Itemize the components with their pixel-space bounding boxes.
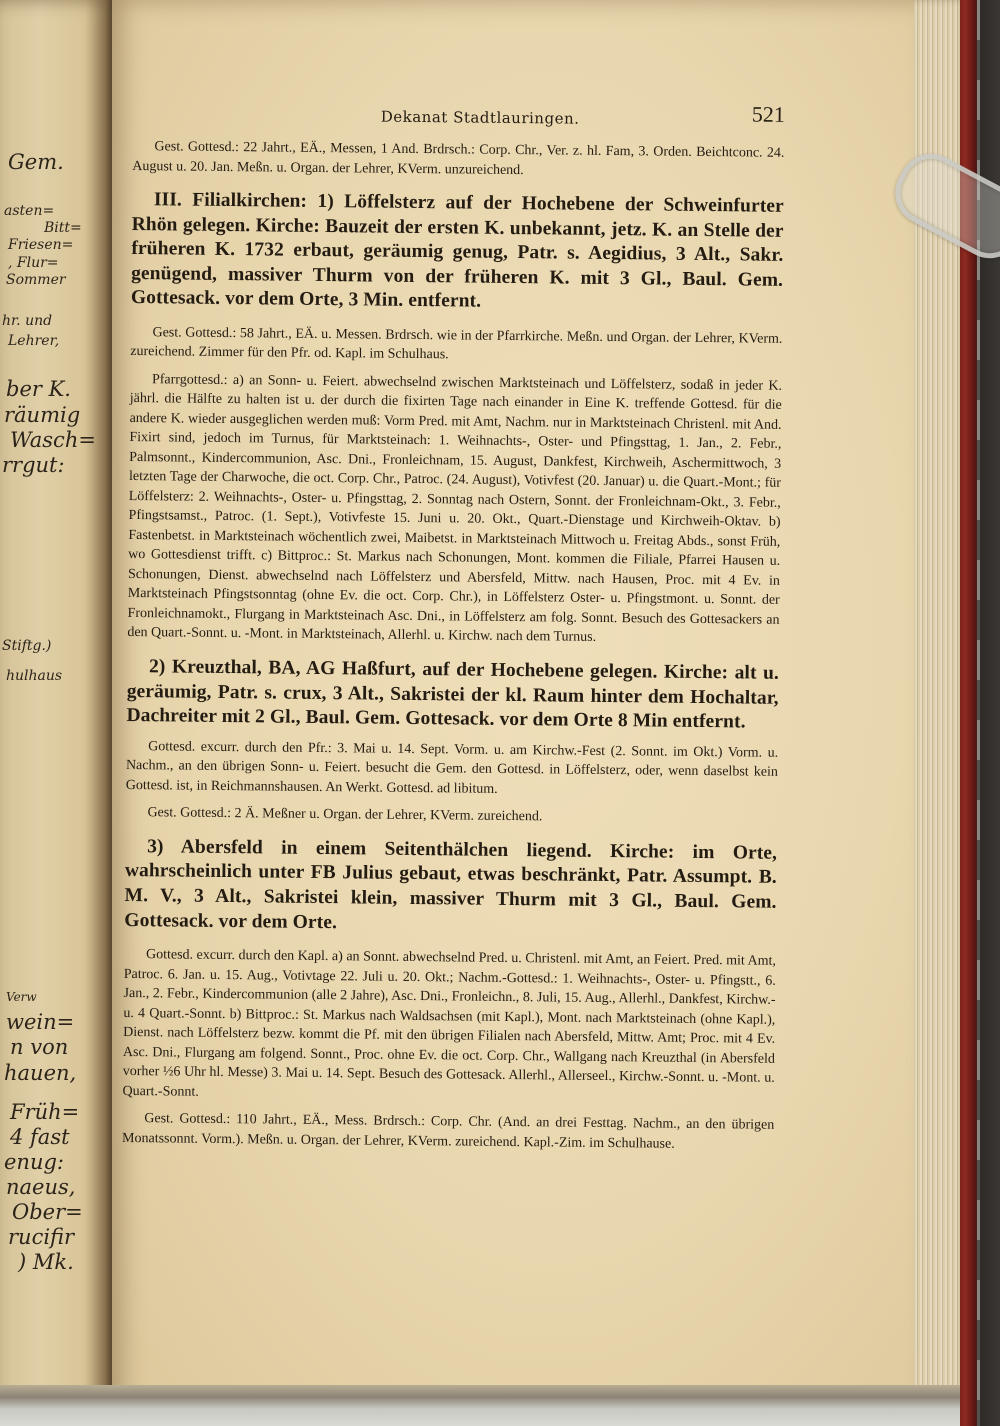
left-fragment: rucifir: [8, 1225, 75, 1249]
left-fragment: enug:: [4, 1150, 64, 1174]
page-content: [122, 95, 785, 1155]
left-page-text-fragments: [0, 0, 100, 1380]
page-number: 521: [751, 101, 785, 127]
paragraph-abersfeld-endowed: Gest. Gottesd.: 110 Jahrt., EÄ., Mess. Brdrsch.: Corp. Chr. (And. an drei Festtag. Nachm., an den übrigen Monatssonnt. Vorm.). Meßn. u. Organ. der Lehrer, KVerm. zureichend. Kapl.-Zim. im Schulhause.: [121, 1111, 775, 1152]
left-fragment: ber K.: [6, 377, 71, 401]
page-bottom-edge: [0, 1385, 960, 1426]
left-fragment: rrgut:: [2, 453, 65, 477]
running-head: Dekanat Stadtlauringen.: [380, 107, 580, 128]
paragraph-endowed-services: Gest. Gottesd.: 22 Jahrt., EÄ., Messen, 1 And. Brdrsch.: Corp. Chr., Ver. z. hl. Fam, 3. Orden. Beichtconc. 24. August u. 20. Jan. Meßn. u. Organ. der Lehrer, KVerm. unzureichend.: [132, 139, 785, 178]
left-fragment: n von: [10, 1035, 69, 1059]
page-header: [133, 95, 785, 136]
left-fragment: Stiftg.): [2, 638, 52, 654]
left-fragment: Bitt=: [44, 220, 82, 236]
left-fragment: , Flur=: [8, 255, 59, 271]
paragraph-kreuzthal-services: Gottesd. excurr. durch den Pfr.: 3. Mai u. 14. Sept. Vorm. u. am Kirchw.-Fest (2. Sonnt. im Okt.) Vorm. u. Nachm., an den übrigen Sonn- u. Feiert. besucht die Gem. den Gottesd. in Löffelsterz, oder, wenn daselbst kein Gottesd. ist, in Reichmannshausen. An Werkt. Gottesd. ad libitum.: [125, 738, 779, 797]
left-fragment: hr. und: [2, 313, 53, 329]
left-fragment: Sommer: [6, 272, 66, 288]
left-fragment: Wasch=: [10, 428, 96, 452]
paragraph-filial-kreuzthal: 2) Kreuzthal, BA, AG Haßfurt, auf der Hochebene gelegen. Kirche: alt u. geräumig, Patr. s. crux, 3 Alt., Sakristei der kl. Raum hinter dem Hochaltar, Dachreiter mit 2 Gl., Baul. Gem. Gottesack. vor dem Orte 8 Min entfernt.: [126, 656, 780, 733]
left-fragment: ) Mk.: [18, 1250, 74, 1274]
left-fragment: Friesen=: [8, 237, 74, 253]
paragraph-loeffelsterz-endowed: Gest. Gottesd.: 58 Jahrt., EÄ. u. Messen. Brdrsch. wie in der Pfarrkirche. Meßn. und Organ. der Lehrer, KVerm. zureichend. Zimmer für den Pfr. od. Kapl. im Schulhaus.: [130, 325, 783, 363]
paragraph-parish-services: Pfarrgottesd.: a) an Sonn- u. Feiert. abwechselnd zwischen Marktsteinach und Löffelsterz, sodaß in jeder K. jährl. die Hälfte zu halten ist u. der durch die fixirten Tage nach einander in Eine K. treffende Gottesd. für die andere K. wieder ausgeglichen werden muß: Vorm Pred. mit Amt, Nachm. nur in Marktsteinach Christenl. mit And. Fixirt sind, jedoch im Turnus, für Marktsteinach: 1. Weihnachts-, Oster- und Pfingsttag, 1. Jan., 2. Febr., Palmsonnt., Kindercommunion, Asc. Dni., Fronleichnam, 15. August, Dankfest, Kirchweih, Aschermittwoch, 3 letzten Tage der Charwoche, die oct. Corp. Chr., Patroc. (24. August), Votivfest (20. Januar) u. die Quart.-Mont.; für Löffelsterz: 2. Weihnachts-, Oster- u. Pfingsttag, 2. Sonntag nach Ostern, Sonnt. der Fronleichnam-Okt., 3. Febr., Pfingstsamst., Patroc. (1. Sept.), Votivfeste 15. Juni u. 20. Okt., Quart.-Dienstage und Kirchweih-Oktav. b) Fastenbetst. in Marktsteinach wöchentlich zwei, Maibetst. in Marktsteinach Mittwoch u. Freitag Abds., sonst Früh, wo Gottesdienst trifft. c) Bittproc.: St. Markus nach Schonungen, Mont. kommen die Filiale, Pfarrei Hausen u. Schonungen, Dienst. abwechselnd nach Löffelsterz und Abersfeld, Mittw. nach Hausen, Proc. mit 4 Ev. in Marktsteinach Pfingstsonntag (ohne Ev. die oct. Corp. Chr.), in Löffelsterz Oster- u. Pfingstmont. u. Sonnt. der Fronleichnamokt., Flurgang in Marktsteinach Asc. Dni., in Löffelsterz am folg. Sonnt. Besuch des Gottesackers an den Quart.-Sonnt. u. -Mont. in Marktsteinach, Allerhl. u. Kirchw. nach dem Turnus.: [127, 372, 783, 646]
left-fragment: räumig: [4, 403, 81, 427]
paragraph-filial-loeffelsterz: III. Filialkirchen: 1) Löffelsterz auf der Hochebene der Schweinfurter Rhön gelegen. Kirche: Bauzeit der ersten K. unbekannt, jetz. K. an Stelle der früheren K. 1732 erbaut, geräumig genug, Patr. s. Aegidius, 3 Alt., Sakr. genügend, massiver Thurm von der früheren K. mit 3 Gl., Baul. Gem. Gottesack. vor dem Orte, 3 Min. entfernt.: [130, 189, 784, 313]
paragraph-filial-abersfeld: 3) Abersfeld in einem Seitenthälchen liegend. Kirche: im Orte, wahrscheinlich unter FB Julius gebaut, etwas beschränkt, Patr. Assumpt. B. M. V., 3 Alt., Sakristei klein, massiver Thurm mit 3 Gl., Baul. Gem. Gottesack. vor dem Orte.: [124, 835, 778, 933]
left-fragment: Ober=: [12, 1200, 83, 1224]
left-fragment: hulhaus: [6, 668, 63, 684]
left-fragment: Gem.: [8, 150, 64, 174]
left-fragment: asten=: [4, 203, 55, 219]
paragraph-kreuzthal-endowed: Gest. Gottesd.: 2 Ä. Meßner u. Organ. der Lehrer, KVerm. zureichend.: [147, 805, 543, 825]
left-fragment: Lehrer,: [8, 333, 60, 349]
left-fragment: naeus,: [6, 1175, 76, 1199]
left-fragment: wein=: [6, 1010, 75, 1034]
left-fragment: hauen,: [4, 1061, 77, 1085]
left-fragment: Verw: [6, 990, 37, 1004]
paragraph-abersfeld-services: Gottesd. excurr. durch den Kapl. a) an Sonnt. abwechselnd Pred. u. Christenl. mit Amt, an Feiert. Pred. mit Amt, Patroc. 6. Jan. u. 15. Aug., Votivtage 22. Juli u. 20. Okt.; Nachm.-Gottesd.: 1. Weihnachts-, Oster- u. Pfingstt., 6. Jan., 2. Febr., Kindercommunion (alle 2 Jahre), Asc. Dni., Fronleichn., 8. Juli, 15. Aug., Allerhl., Dankfest, Kirchw.- u. 4 Quart.-Sonnt. b) Bittproc.: St. Markus nach Waldsachsen (mit Kapl.), Mont. nach Marktsteinach (ohne Kapl.), Dienst. nach Löffelsterz bezw. kommt die Pf. mit den übrigen Filialen nach Abersfeld, Mittw. Amt; Proc. mit 4 Ev. Asc. Dni., Flurgang am folgend. Sonnt., Proc. ohne Ev. die oct. Corp. Chr., Wallgang nach Kreuzthal (in Abersfeld vorher ½6 Uhr hl. Messe) 3. Mai u. 14. Sept. Besuch des Gottesack. Allerhl., Allerseel., Kirchw.-Sonnt. u. -Mont. u. Quart.-Sonnt.: [122, 947, 777, 1100]
left-fragment: 4 fast: [10, 1125, 70, 1149]
left-fragment: Früh=: [10, 1100, 80, 1124]
